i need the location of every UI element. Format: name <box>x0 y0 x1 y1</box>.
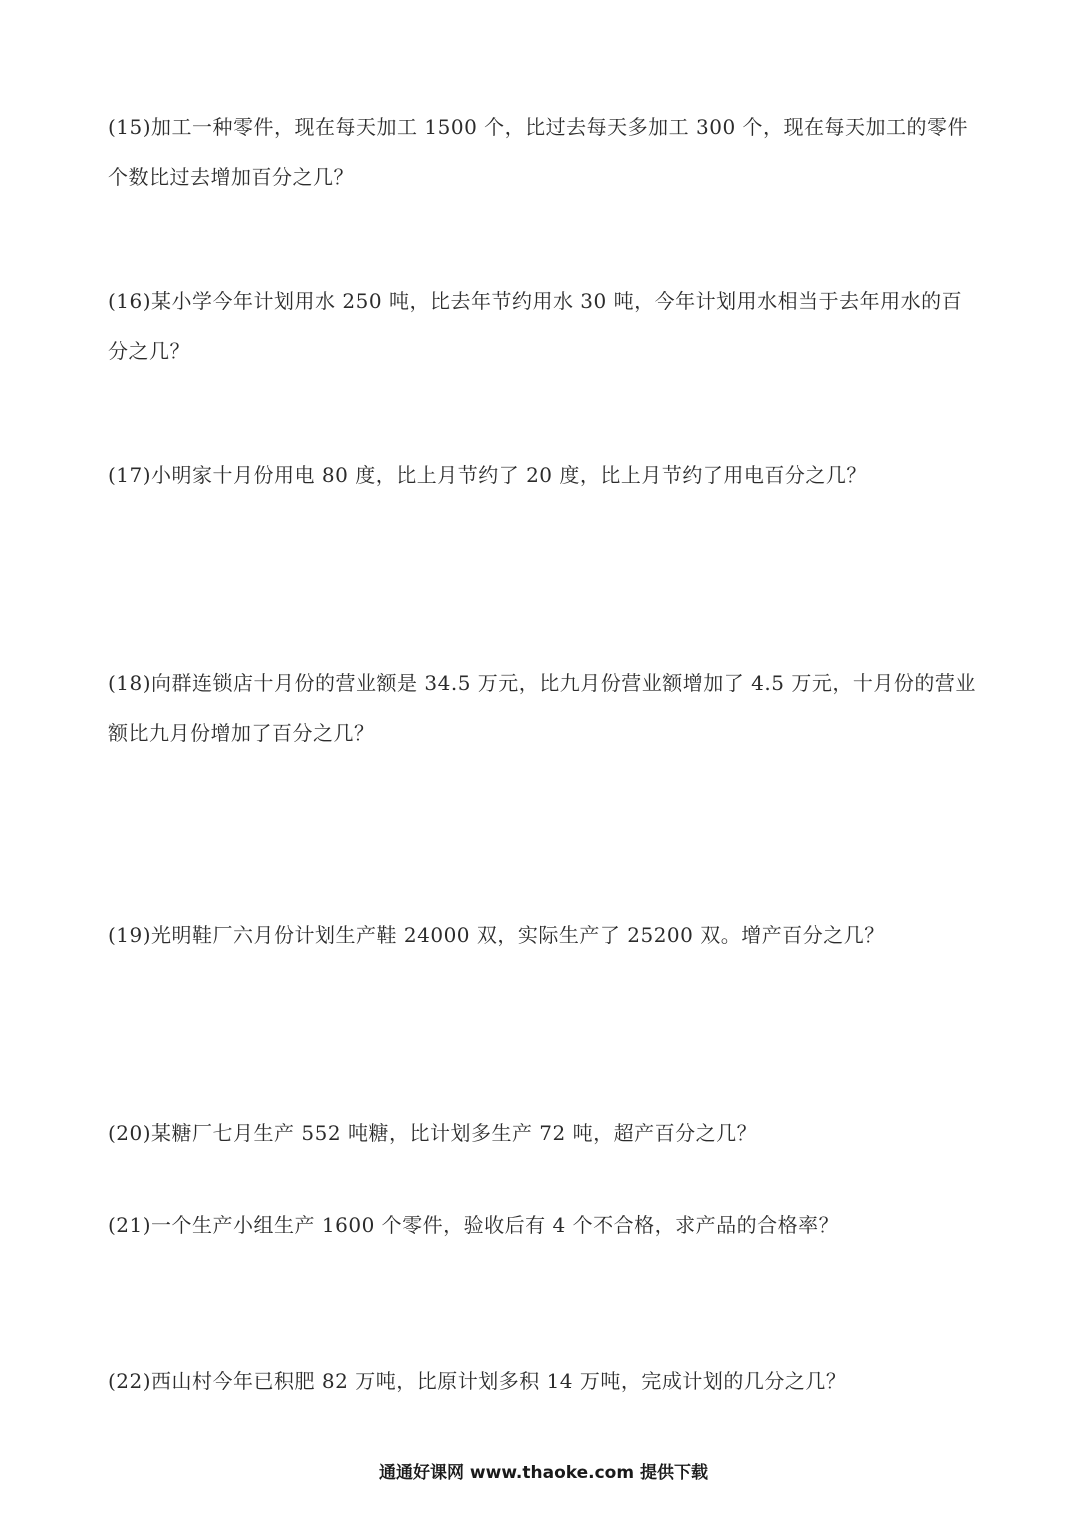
problem-16: (16)某小学今年计划用水 250 吨，比去年节约用水 30 吨，今年计划用水相当于去年用水的百分之几？ <box>108 289 963 363</box>
problem-20: (20)某糖厂七月生产 552 吨糖，比计划多生产 72 吨，超产百分之几？ <box>108 1121 758 1145</box>
problem-22: (22)西山村今年已积肥 82 万吨，比原计划多积 14 万吨，完成计划的几分之几？ <box>108 1369 847 1393</box>
problem-18: (18)向群连锁店十月份的营业额是 34.5 万元，比九月份营业额增加了 4.5 万元，十月份的营业额比九月份增加了百分之几？ <box>108 671 976 745</box>
page-footer: 通通好课网 www.thaoke.com 提供下载 <box>378 1463 708 1483</box>
problem-19: (19)光明鞋厂六月份计划生产鞋 24000 双，实际生产了 25200 双。增产百分之几？ <box>108 923 885 947</box>
problem-17: (17)小明家十月份用电 80 度，比上月节约了 20 度，比上月节约了用电百分之几？ <box>108 463 867 487</box>
problem-15: (15)加工一种零件，现在每天加工 1500 个，比过去每天多加工 300 个，现在每天加工的零件个数比过去增加百分之几？ <box>108 115 969 189</box>
problem-21: (21)一个生产小组生产 1600 个零件，验收后有 4 个不合格，求产品的合格率？ <box>108 1213 840 1237</box>
